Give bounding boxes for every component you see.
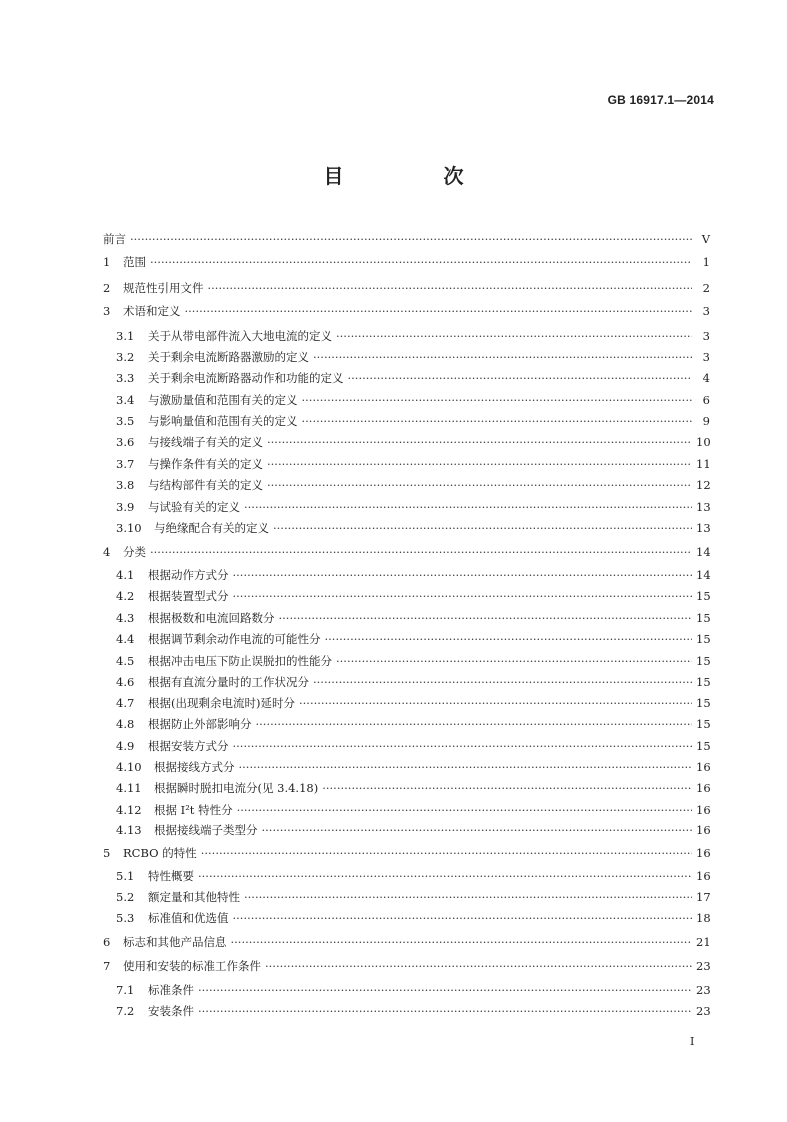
leader-dots	[231, 933, 693, 951]
toc-entry-page: 16	[696, 803, 711, 817]
toc-entry-page: 15	[696, 589, 711, 603]
leader-dots	[239, 758, 693, 776]
toc-entry[interactable]	[116, 981, 710, 999]
toc-entry[interactable]	[116, 566, 710, 584]
toc-entry-page: 2	[702, 281, 710, 295]
toc-entry-page: 15	[696, 654, 711, 668]
toc-entry-page: 13	[696, 521, 711, 535]
toc-entry-number: 5.3	[116, 911, 135, 925]
toc-entry-page: 15	[696, 696, 711, 710]
toc-entry-number: 4.6	[116, 675, 135, 689]
toc-entry[interactable]	[103, 957, 710, 975]
toc-entry-number: 4.3	[116, 611, 135, 625]
leader-dots	[325, 630, 693, 648]
toc-entry-label: 与试验有关的定义	[148, 500, 240, 514]
toc-entry[interactable]	[116, 758, 710, 776]
toc-entry-page: 9	[702, 414, 710, 428]
toc-entry-number: 6	[103, 935, 111, 949]
toc-entry-page: 13	[696, 500, 711, 514]
toc-entry-label: 根据有直流分量时的工作状况分	[148, 675, 309, 689]
toc-entry-label: 与操作条件有关的定义	[148, 457, 263, 471]
toc-entry-label: 关于剩余电流断路器动作和功能的定义	[148, 371, 344, 385]
leader-dots	[198, 1002, 692, 1020]
toc-entry-page: 15	[696, 739, 711, 753]
toc-entry-number: 2	[103, 281, 111, 295]
toc-entry-number: 4.13	[116, 823, 142, 837]
leader-dots	[299, 694, 692, 712]
toc-entry[interactable]	[116, 369, 710, 387]
toc-entry-label: 与激励量值和范围有关的定义	[148, 393, 298, 407]
toc-entry-label: 根据防止外部影响分	[148, 717, 252, 731]
toc-entry-label: 根据接线方式分	[154, 760, 235, 774]
toc-entry-number: 5.1	[116, 869, 135, 883]
toc-entry[interactable]	[103, 844, 710, 862]
leader-dots	[265, 957, 692, 975]
toc-entry-page: 15	[696, 675, 711, 689]
toc-entry[interactable]	[116, 801, 710, 819]
toc-entry[interactable]	[116, 412, 710, 430]
leader-dots	[201, 844, 692, 862]
toc-entry-label: 分类	[123, 545, 146, 559]
toc-entry-page: 14	[696, 545, 711, 559]
toc-entry-label: 与绝缘配合有关的定义	[154, 521, 269, 535]
leader-dots	[348, 369, 693, 387]
toc-entry-page: 15	[696, 717, 711, 731]
toc-entry-page: 12	[696, 478, 711, 492]
toc-entry-label: 根据装置型式分	[148, 589, 229, 603]
toc-entry-number: 1	[103, 255, 111, 269]
toc-entry-page: 23	[696, 959, 711, 973]
toc-entry-label: 关于从带电部件流入大地电流的定义	[148, 329, 332, 343]
toc-entry-number: 7	[103, 959, 111, 973]
toc-entry-page: 23	[696, 1004, 711, 1018]
toc-entry-number: 4.5	[116, 654, 135, 668]
toc-entry-number: 4.12	[116, 803, 142, 817]
toc-entry-number: 4.1	[116, 568, 135, 582]
toc-entry-label: 使用和安装的标准工作条件	[123, 959, 261, 973]
toc-entry-number: 4.10	[116, 760, 142, 774]
toc-entry[interactable]	[103, 230, 710, 248]
toc-entry-page: 3	[702, 304, 710, 318]
toc-entry[interactable]	[116, 909, 710, 927]
toc-entry-page: 4	[702, 371, 710, 385]
toc-entry[interactable]	[103, 279, 710, 297]
toc-entry-number: 4.4	[116, 632, 135, 646]
toc-entry-label: 根据 I²t 特性分	[154, 803, 233, 817]
toc-entry-label: 关于剩余电流断路器激励的定义	[148, 350, 309, 364]
toc-entry-page: 16	[696, 823, 711, 837]
toc-entry[interactable]	[116, 867, 710, 885]
toc-entry-number: 3	[103, 304, 111, 318]
leader-dots	[336, 327, 692, 345]
toc-entry-number: 3.3	[116, 371, 135, 385]
leader-dots	[237, 801, 692, 819]
toc-entry-page: 16	[696, 781, 711, 795]
toc-entry-number: 3.2	[116, 350, 135, 364]
leader-dots	[198, 981, 692, 999]
toc-entry-number: 3.8	[116, 478, 135, 492]
leader-dots	[233, 587, 693, 605]
toc-entry-number: 4	[103, 545, 111, 559]
toc-entry-label: 标准条件	[148, 983, 194, 997]
toc-entry-label: RCBO 的特性	[123, 846, 197, 860]
toc-entry-number: 3.4	[116, 393, 135, 407]
toc-entry-page: 23	[696, 983, 711, 997]
toc-entry-number: 7.1	[116, 983, 135, 997]
toc-entry[interactable]	[103, 543, 710, 561]
leader-dots	[130, 230, 692, 248]
toc-entry-page: 15	[696, 632, 711, 646]
leader-dots	[322, 779, 692, 797]
leader-dots	[302, 391, 693, 409]
leader-dots	[185, 302, 693, 320]
toc-entry[interactable]	[116, 1002, 710, 1020]
toc-entry[interactable]	[116, 476, 710, 494]
toc-entry-label: 根据极数和电流回路数分	[148, 611, 275, 625]
toc-entry-page: 3	[702, 350, 710, 364]
toc-entry[interactable]	[116, 519, 710, 537]
toc-entry-number: 4.8	[116, 717, 135, 731]
toc-entry[interactable]	[116, 609, 710, 627]
toc-entry-label: 根据瞬时脱扣电流分(见 3.4.18)	[154, 781, 319, 795]
leader-dots	[262, 821, 693, 839]
toc-entry[interactable]	[116, 652, 710, 670]
toc-entry-number: 3.9	[116, 500, 135, 514]
leader-dots	[233, 566, 693, 584]
toc-entry[interactable]	[116, 779, 710, 797]
leader-dots	[267, 433, 692, 451]
toc-entry[interactable]	[116, 348, 710, 366]
toc-entry-page: 17	[696, 890, 711, 904]
leader-dots	[267, 476, 692, 494]
leader-dots	[208, 279, 693, 297]
toc-entry[interactable]	[116, 737, 710, 755]
toc-entry-label: 根据(出现剩余电流时)延时分	[148, 696, 295, 710]
toc-entry-label: 根据接线端子类型分	[154, 823, 258, 837]
toc-entry-label: 术语和定义	[123, 304, 181, 318]
toc-entry[interactable]	[103, 253, 710, 271]
leader-dots	[273, 519, 692, 537]
toc-entry-number: 3.7	[116, 457, 135, 471]
toc-entry-label: 根据安装方式分	[148, 739, 229, 753]
toc-entry-label: 与影响量值和范围有关的定义	[148, 414, 298, 428]
toc-entry[interactable]	[116, 587, 710, 605]
toc-entry-label: 与接线端子有关的定义	[148, 435, 263, 449]
toc-entry-label: 规范性引用文件	[123, 281, 204, 295]
toc-entry[interactable]	[116, 715, 710, 733]
toc-entry-label: 标准值和优选值	[148, 911, 229, 925]
toc-entry-number: 4.11	[116, 781, 142, 795]
leader-dots	[336, 652, 692, 670]
toc-entry-label: 范围	[123, 255, 146, 269]
leader-dots	[313, 348, 692, 366]
page-title: 目 次	[323, 164, 504, 188]
leader-dots	[150, 253, 692, 271]
toc-entry-number: 3.10	[116, 521, 142, 535]
leader-dots	[279, 609, 693, 627]
toc-entry-number: 3.1	[116, 329, 135, 343]
leader-dots	[302, 412, 693, 430]
toc-entry-page: V	[701, 232, 710, 246]
leader-dots	[233, 909, 693, 927]
toc-entry-page: 3	[702, 329, 710, 343]
toc-entry[interactable]	[116, 673, 710, 691]
standard-code: GB 16917.1—2014	[607, 93, 714, 107]
toc-entry[interactable]	[103, 302, 710, 320]
toc-entry[interactable]	[116, 630, 710, 648]
toc-entry-label: 根据冲击电压下防止误脱扣的性能分	[148, 654, 332, 668]
toc-entry-number: 5.2	[116, 890, 135, 904]
toc-entry-label: 特性概要	[148, 869, 194, 883]
toc-entry-number: 4.9	[116, 739, 135, 753]
toc-entry[interactable]	[103, 933, 710, 951]
toc-entry-label: 前言	[103, 232, 126, 246]
toc-entry[interactable]	[116, 455, 710, 473]
toc-entry-page: 16	[696, 846, 711, 860]
toc-entry-page: 1	[702, 255, 710, 269]
toc-entry-number: 5	[103, 846, 111, 860]
leader-dots	[233, 737, 693, 755]
leader-dots	[198, 867, 692, 885]
toc-entry-label: 标志和其他产品信息	[123, 935, 227, 949]
toc-entry-label: 安装条件	[148, 1004, 194, 1018]
leader-dots	[256, 715, 693, 733]
page-number: I	[690, 1035, 695, 1048]
toc-entry-label: 根据调节剩余动作电流的可能性分	[148, 632, 321, 646]
toc-entry-page: 16	[696, 869, 711, 883]
toc-entry-number: 7.2	[116, 1004, 135, 1018]
toc-entry[interactable]	[116, 821, 710, 839]
leader-dots	[244, 498, 692, 516]
toc-entry-label: 与结构部件有关的定义	[148, 478, 263, 492]
leader-dots	[244, 888, 692, 906]
toc-entry-page: 15	[696, 611, 711, 625]
toc-entry-page: 18	[696, 911, 711, 925]
toc-entry[interactable]	[116, 327, 710, 345]
toc-entry-page: 21	[696, 935, 711, 949]
toc-entry-label: 根据动作方式分	[148, 568, 229, 582]
leader-dots	[150, 543, 692, 561]
toc-entry-page: 11	[696, 457, 711, 471]
leader-dots	[267, 455, 692, 473]
toc-entry-number: 4.2	[116, 589, 135, 603]
toc-entry[interactable]	[116, 391, 710, 409]
toc-entry-page: 14	[696, 568, 711, 582]
toc-entry[interactable]	[116, 694, 710, 712]
toc-entry-number: 3.5	[116, 414, 135, 428]
toc-entry[interactable]	[116, 888, 710, 906]
toc-entry-label: 额定量和其他特性	[148, 890, 240, 904]
toc-entry-page: 6	[702, 393, 710, 407]
toc-entry[interactable]	[116, 498, 710, 516]
toc-entry-number: 4.7	[116, 696, 135, 710]
toc-entry-page: 10	[696, 435, 711, 449]
toc-entry-number: 3.6	[116, 435, 135, 449]
leader-dots	[313, 673, 692, 691]
toc-entry-page: 16	[696, 760, 711, 774]
toc-entry[interactable]	[116, 433, 710, 451]
